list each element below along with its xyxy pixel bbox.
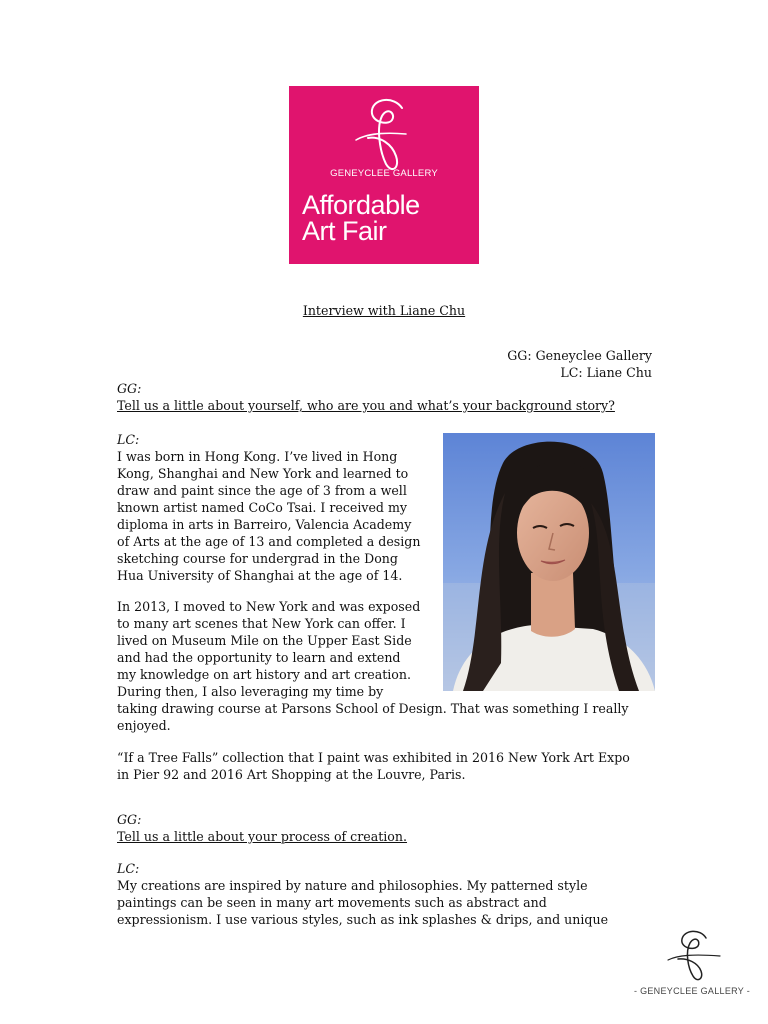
a1-p1-line: known artist named CoCo Tsai. I received my	[117, 500, 408, 515]
a2-speaker: LC:	[117, 861, 140, 876]
speaker-legend	[400, 347, 652, 381]
a1-paragraph-1	[117, 448, 437, 584]
a1-p2-line: and had the opportunity to learn and extend	[117, 650, 401, 665]
logo-gallery-name: GENEYCLEE GALLERY	[330, 168, 438, 179]
a1-p2-line: taking drawing course at Parsons School of Design. That was something I really	[117, 701, 629, 716]
a1-p2-line: In 2013, I moved to New York and was exposed	[117, 599, 421, 614]
q2-speaker: GG:	[117, 812, 142, 827]
q2-question: Tell us a little about your process of creation.	[117, 829, 408, 844]
a1-p1-line: sketching course for undergrad in the Dong	[117, 551, 398, 566]
a1-p2-line: lived on Museum Mile on the Upper East Side	[117, 633, 412, 648]
a1-p2-line: enjoyed.	[117, 718, 171, 733]
portrait-photo	[443, 433, 655, 691]
a1-p2-line: During then, I also leveraging my time by	[117, 684, 384, 699]
a1-p2-line: to many art scenes that New York can offer. I	[117, 616, 406, 631]
footer-gallery-name: - GENEYCLEE GALLERY -	[633, 986, 750, 996]
a1-p1-line: draw and paint since the age of 3 from a well	[117, 483, 407, 498]
a1-p1-line: Hua University of Shanghai at the age of 14.	[117, 568, 403, 583]
q1-question: Tell us a little about yourself, who are you and what’s your background story?	[117, 398, 615, 413]
q1-speaker: GG:	[117, 381, 142, 396]
document-title: Interview with Liane Chu	[302, 303, 466, 318]
a2-line: expressionism. I use various styles, such as ink splashes & drips, and unique	[117, 912, 609, 927]
legend-gg: GG: Geneyclee Gallery	[507, 348, 652, 363]
a1-speaker: LC:	[117, 432, 140, 447]
a2-paragraph	[117, 877, 657, 928]
a1-p3-line: “If a Tree Falls” collection that I paint was exhibited in 2016 New York Art Expo	[117, 750, 630, 765]
affordable-art-fair-logo	[289, 86, 479, 264]
footer-g-monogram-icon	[660, 926, 732, 984]
a2-line: paintings can be seen in many art movements such as abstract and	[117, 895, 547, 910]
a1-p3-line: in Pier 92 and 2016 Art Shopping at the Louvre, Paris.	[117, 767, 466, 782]
a1-paragraph-3	[117, 749, 657, 783]
logo-fair-name	[302, 192, 420, 244]
legend-lc: LC: Liane Chu	[560, 365, 652, 380]
a1-p1-line: Kong, Shanghai and New York and learned to	[117, 466, 409, 481]
portrait-illustration	[443, 433, 655, 691]
geneyclee-g-monogram-icon	[344, 94, 424, 178]
a1-p1-line: I was born in Hong Kong. I’ve lived in Hong	[117, 449, 398, 464]
a1-p1-line: of Arts at the age of 13 and completed a design	[117, 534, 421, 549]
a2-line: My creations are inspired by nature and philosophies. My patterned style	[117, 878, 588, 893]
logo-fair-line2: Art Fair	[302, 216, 387, 246]
a1-p2-line: my knowledge on art history and art creation.	[117, 667, 411, 682]
logo-fair-line1: Affordable	[302, 190, 420, 220]
a1-p1-line: diploma in arts in Barreiro, Valencia Academy	[117, 517, 412, 532]
